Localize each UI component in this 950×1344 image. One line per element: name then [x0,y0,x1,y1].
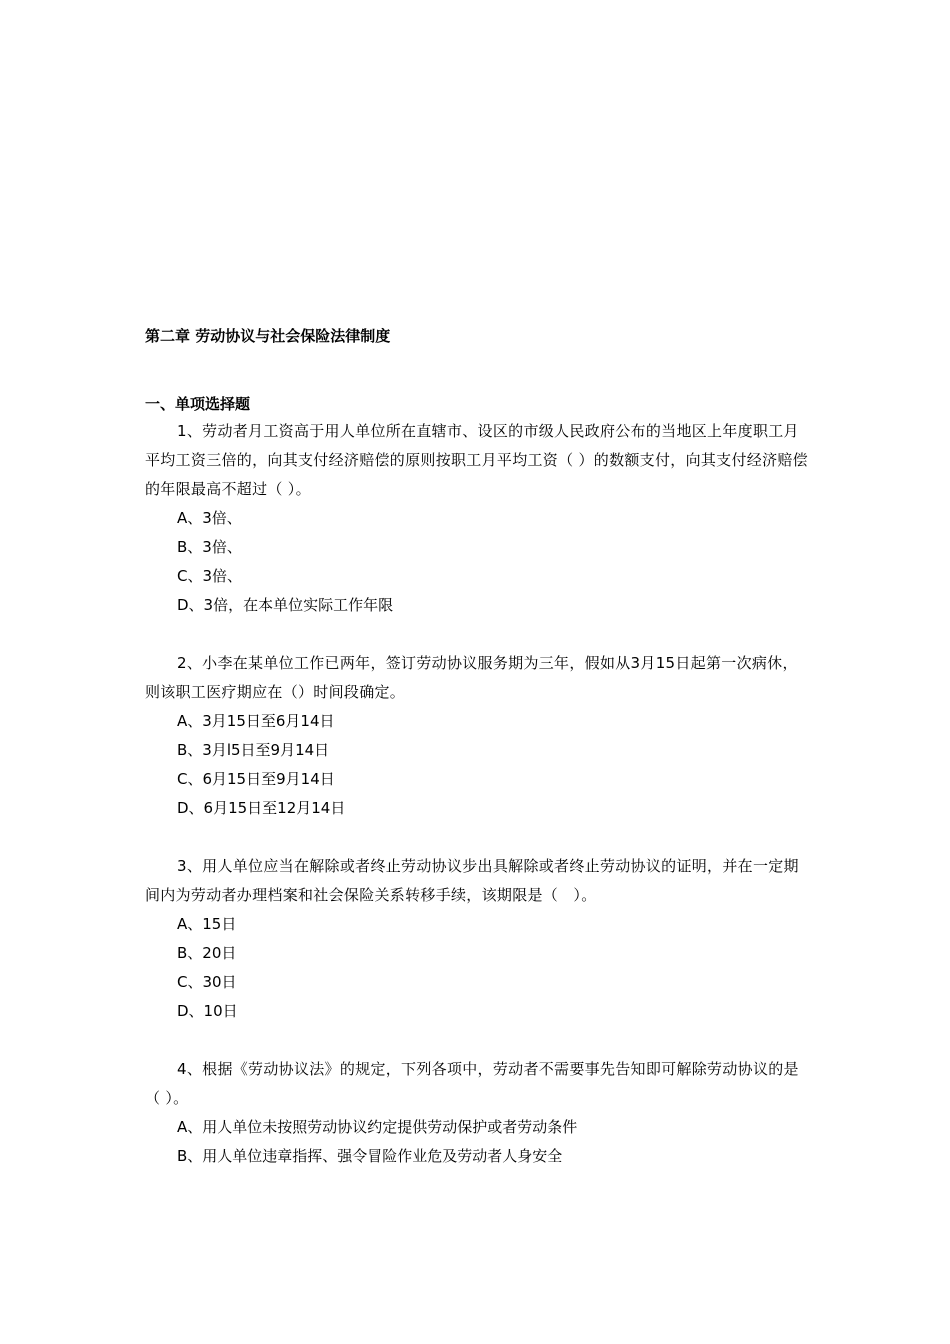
option-a: A、用人单位未按照劳动协议约定提供劳动保护或者劳动条件 [177,1118,578,1136]
question-stem: 3、用人单位应当在解除或者终止劳动协议步出具解除或者终止劳动协议的证明，并在一定期间内为劳动者办理档案和社会保险关系转移手续，该期限是（ ）。 [145,857,799,904]
question-1 [145,417,810,620]
option-b: B、3月l5日至9月14日 [177,741,330,759]
question-4 [145,1055,810,1171]
question-3 [145,852,810,1026]
option-d: D、3倍，在本单位实际工作年限 [177,596,394,614]
question-stem: 4、根据《劳动协议法》的规定，下列各项中，劳动者不需要事先告知即可解除劳动协议的是（ ）。 [145,1060,799,1107]
option-list [145,1113,810,1171]
option-d: D、6月15日至12月14日 [177,799,346,817]
chapter-title: 第二章 劳动协议与社会保险法律制度 [145,327,391,345]
option-list [145,504,810,620]
document-content [145,323,810,1171]
option-c: C、3倍、 [177,567,243,585]
question-2 [145,649,810,823]
question-stem: 1、劳动者月工资高于用人单位所在直辖市、设区的市级人民政府公布的当地区上年度职工月平均工资三倍的，向其支付经济赔偿的原则按职工月平均工资（ ）的数额支付，向其支付经济赔偿的年限最高不超过（ ）。 [145,422,808,498]
question-stem: 2、小李在某单位工作已两年，签订劳动协议服务期为三年，假如从3月15日起第一次病休，则该职工医疗期应在（）时间段确定。 [145,654,798,701]
option-b: B、用人单位违章指挥、强令冒险作业危及劳动者人身安全 [177,1147,563,1165]
option-list [145,707,810,823]
option-a: A、15日 [177,915,237,933]
option-c: C、6月15日至9月14日 [177,770,335,788]
option-a: A、3倍、 [177,509,242,527]
option-d: D、10日 [177,1002,238,1020]
option-c: C、30日 [177,973,237,991]
option-list [145,910,810,1026]
section-title: 一、单项选择题 [145,395,251,413]
option-b: B、20日 [177,944,237,962]
option-a: A、3月15日至6月14日 [177,712,335,730]
option-b: B、3倍、 [177,538,242,556]
